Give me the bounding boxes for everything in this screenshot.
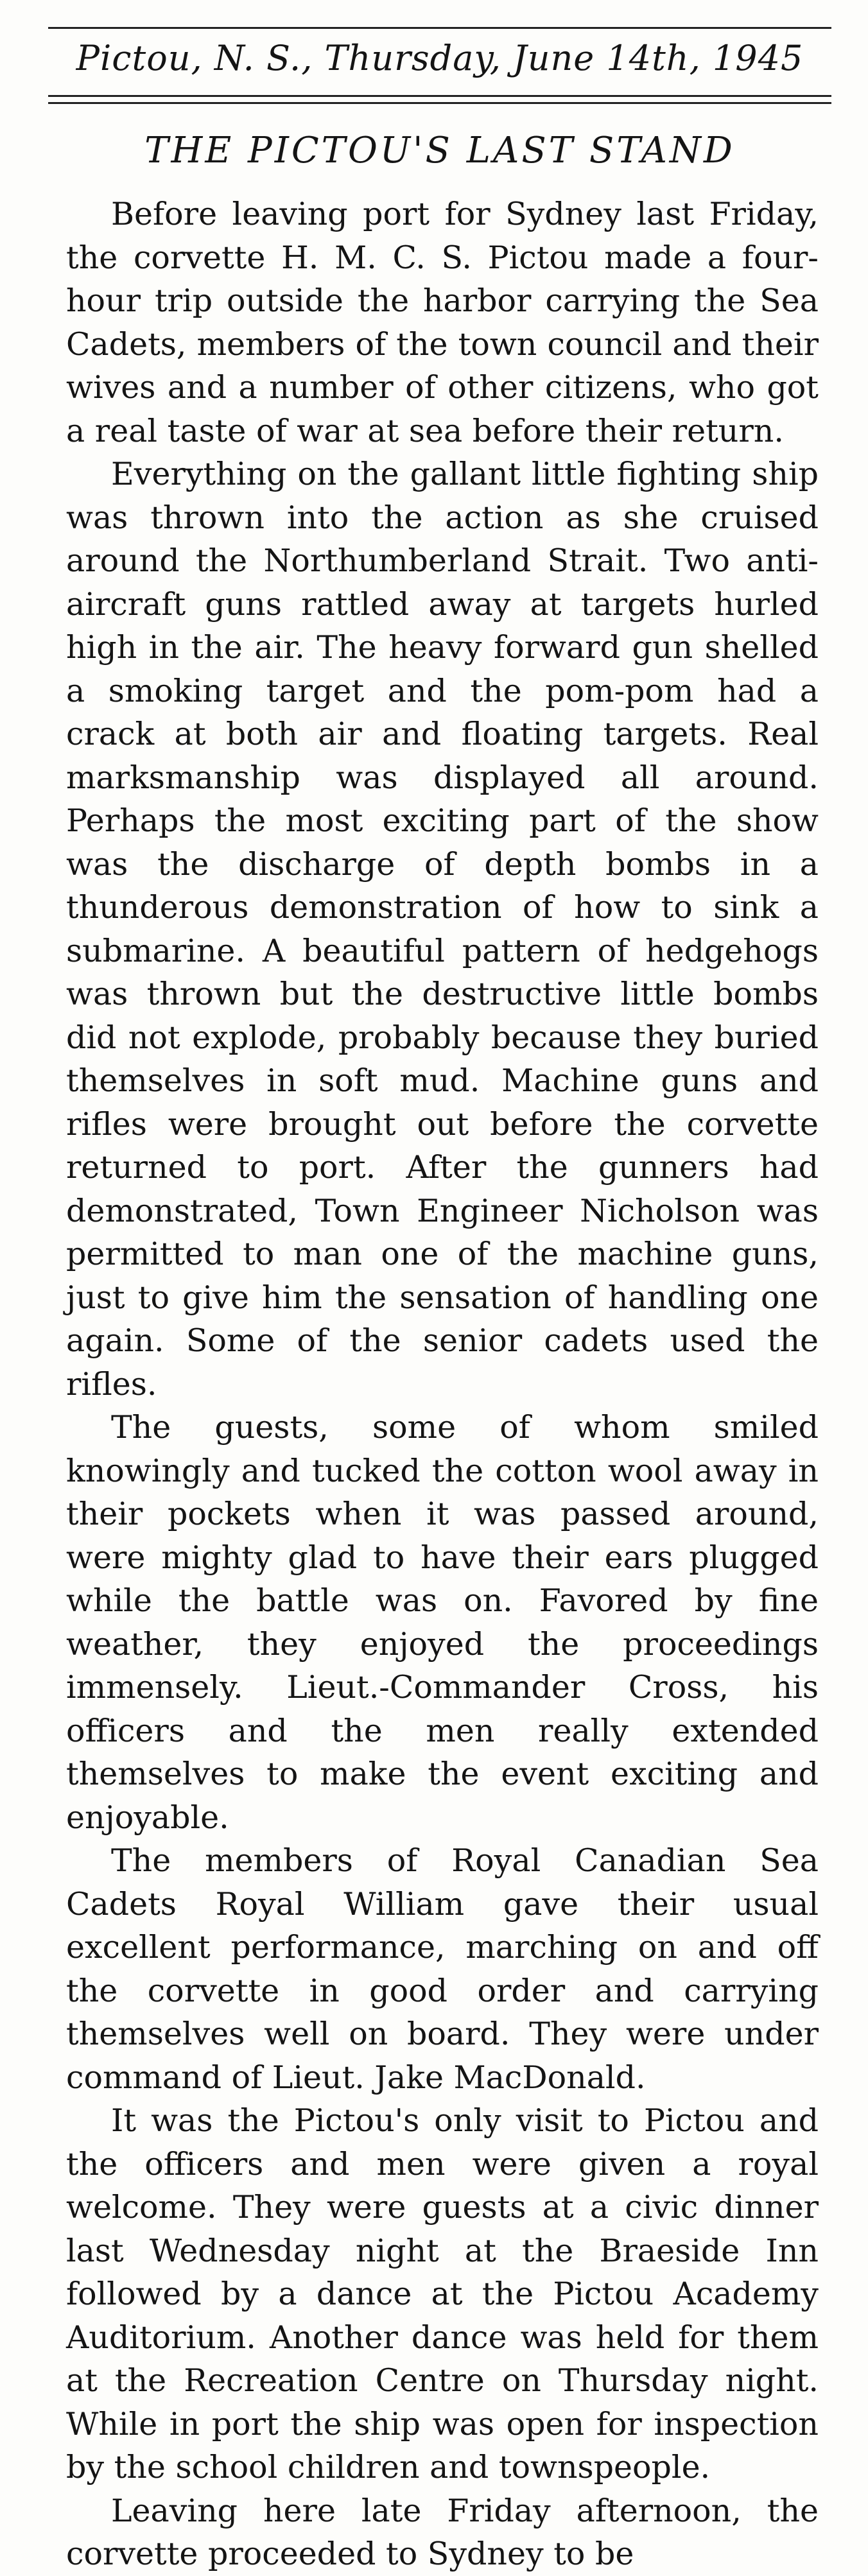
dateline: Pictou, N. S., Thursday, June 14th, 1945 (76, 38, 804, 78)
paragraph-4: The members of Royal Canadian Sea Cadets Royal William gave their usual excellent performance, marching on and off the corvette in good order and carrying themselves well on board. They were under command of Lieut. Jake MacDonald. (66, 1842, 819, 2096)
paragraph-1: Before leaving port for Sydney last Friday, the corvette H. M. C. S. Pictou made a four-hour trip outside the harbor carrying the Sea Cadets, members of the town council and their wives and a number of other citizens, who got a real taste of war at sea before their return. (66, 196, 819, 449)
paragraph-6: Leaving here late Friday afternoon, the corvette proceeded to Sydney to be (66, 2492, 819, 2572)
double-rule (48, 95, 831, 104)
article-body (66, 193, 819, 2576)
article-headline: THE PICTOU'S LAST STAND (144, 130, 735, 171)
top-rule (48, 27, 831, 29)
paragraph-2: Everything on the gallant little fighting ship was thrown into the action as she cruised around the Northumberland Strait. Two anti-aircraft guns rattled away at targets hurled high in the air. The heavy forward gun shelled a smoking target and the pom-pom had a crack at both air and floating targets. Real marksmanship was displayed all around. Perhaps the most exciting part of the show was the discharge of depth bombs in a thunderous demonstration of how to sink a submarine. A beautiful pattern of hedgehogs was thrown but the destructive little bombs did not explode, probably because they buried themselves in soft mud. Machine guns and rifles were brought out before the corvette returned to port. After the gunners had demonstrated, Town Engineer Nicholson was permitted to man one of the machine guns, just to give him the sensation of handling one again. Some of the senior cadets used the rifles. (66, 456, 819, 1403)
newspaper-clipping (48, 19, 831, 2572)
paragraph-5: It was the Pictou's only visit to Pictou and the officers and men were given a royal welcome. They were guests at a civic dinner last Wednesday night at the Braeside Inn followed by a dance at the Pictou Academy Auditorium. Another dance was held for them at the Recreation Centre on Thursday night. While in port the ship was open for inspection by the school children and townspeople. (66, 2102, 819, 2485)
paragraph-3: The guests, some of whom smiled knowingly and tucked the cotton wool away in their pockets when it was passed around, were mighty glad to have their ears plugged while the battle was on. Favored by fine weather, they enjoyed the proceedings immensely. Lieut.-Commander Cross, his officers and the men really extended themselves to make the event exciting and enjoyable. (66, 1409, 819, 1836)
